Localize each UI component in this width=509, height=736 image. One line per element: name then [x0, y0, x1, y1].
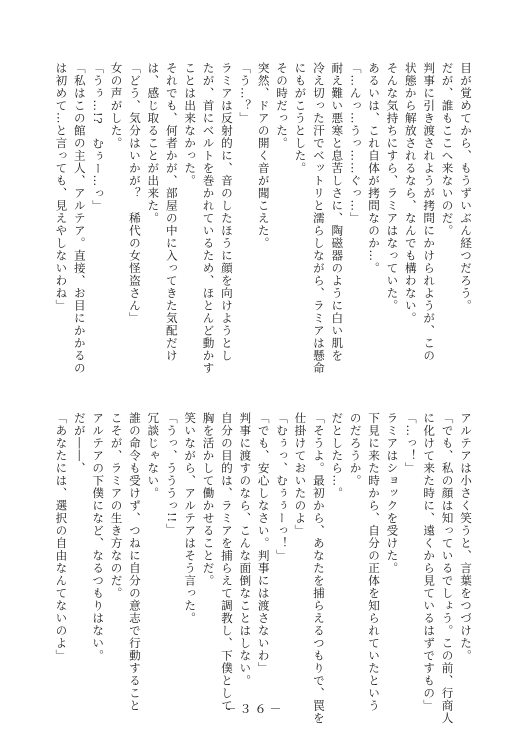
text-column: 「そうよ。最初から、あなたを捕らえるつもりで、罠を — [311, 412, 326, 725]
text-column: 耐え難い悪寒と息苦しさに、陶磁器のように白い肌を — [330, 62, 345, 362]
text-column: 「あなたには、選択の自由なんてないのよ」 — [54, 412, 69, 662]
text-column: 「…っ！」 — [403, 412, 418, 475]
text-column: に化けて来た時に、遠くから見ているはずですもの」 — [422, 412, 437, 712]
text-column: それでも、何者かが、部屋の中に入ってきた気配だけ — [164, 62, 179, 362]
text-column: だが、誰もここへ来ないのだ。 — [440, 62, 455, 237]
text-column: 冗談じゃない。 — [146, 412, 161, 500]
text-column: 冷え切った汗でベットリと濡らしながら、ラミアは懸命 — [311, 62, 326, 375]
text-column: 女の声がした。 — [109, 62, 124, 150]
text-column: 目が覚めてから、もうずいぶん経つだろう。 — [459, 62, 473, 312]
text-column: 「う…？」 — [238, 62, 253, 125]
text-column: 仕掛けておいたのよ」 — [293, 412, 308, 537]
text-column: アルテアの下僕になど、なるつもりはない。 — [91, 412, 106, 662]
text-column: は、感じ取ることが出来た。 — [146, 62, 161, 225]
text-column: ラミアはショックを受けた。 — [385, 412, 400, 575]
upper-text-block — [52, 62, 475, 375]
text-column: 「でも、私の顔は知っているでしょう。この前、行商人 — [440, 412, 455, 725]
text-column: 「どう、気分はいかが？ 稀代の女怪盗さん」 — [127, 62, 142, 325]
text-column: 「私はこの館の主人、アルテア。直接、お目にかかるの — [72, 62, 87, 375]
text-column: 判事に引き渡されようが拷問にかけられようが、この — [422, 62, 437, 362]
text-column: 「うっ、うううっ!!」 — [164, 412, 179, 536]
text-column: たが、首にベルトを巻かれているため、ほとんど動かす — [201, 62, 216, 375]
text-column: 笑いながら、アルテアはそう言った。 — [183, 412, 198, 625]
text-column: にもがこうとした。 — [293, 62, 308, 175]
text-column: 自分の目的は、ラミアを捕らえて調教し、下僕として — [219, 412, 234, 712]
text-column: 「…んっ…うっ……ぐっ…」 — [348, 62, 363, 225]
text-column: は初めて…と言っても、見えやしないわね」 — [54, 62, 69, 312]
text-column: その時だった。 — [275, 62, 290, 150]
text-column: 「むぅっ、むぅぅーっ！」 — [275, 412, 290, 562]
text-column: 突然、ドアの開く音が聞こえた。 — [256, 62, 271, 250]
text-column: 「でも、安心しなさい。判事には渡さないわ」 — [256, 412, 271, 675]
text-column: あるいは、これ自体が拷問なのか…。 — [367, 62, 382, 275]
text-column: ことは出来なかった。 — [183, 62, 198, 187]
text-column: ラミアは反射的に、音のしたほうに顔を向けようとし — [219, 62, 234, 362]
text-column: のだろうか。 — [348, 412, 363, 487]
text-column: 胸を活かして働かせることだ。 — [201, 412, 216, 587]
text-column: だとしたら…。 — [330, 412, 345, 500]
text-column: 誰の命令も受けず、つねに自分の意志で行動すること — [127, 412, 142, 712]
text-column: 判事に渡すのなら、こんな面倒なことはしない。 — [238, 412, 253, 687]
text-column: だが――、 — [72, 412, 87, 475]
text-column: 状態から解放されるなら、なんでも構わない。 — [403, 62, 418, 325]
page-number: －３６－ — [224, 702, 285, 716]
text-column: 「うぅ…!? むぅー…っ」 — [91, 62, 106, 213]
text-column: アルテアは小さく笑うと、言葉をつづけた。 — [459, 412, 473, 662]
text-column: そんな気持ちにすら、ラミアはなっていた。 — [385, 62, 400, 312]
text-column: こそが、ラミアの生き方なのだ。 — [109, 412, 124, 600]
text-column: 下見に来た時から、自分の正体を知られていたという — [367, 412, 382, 712]
